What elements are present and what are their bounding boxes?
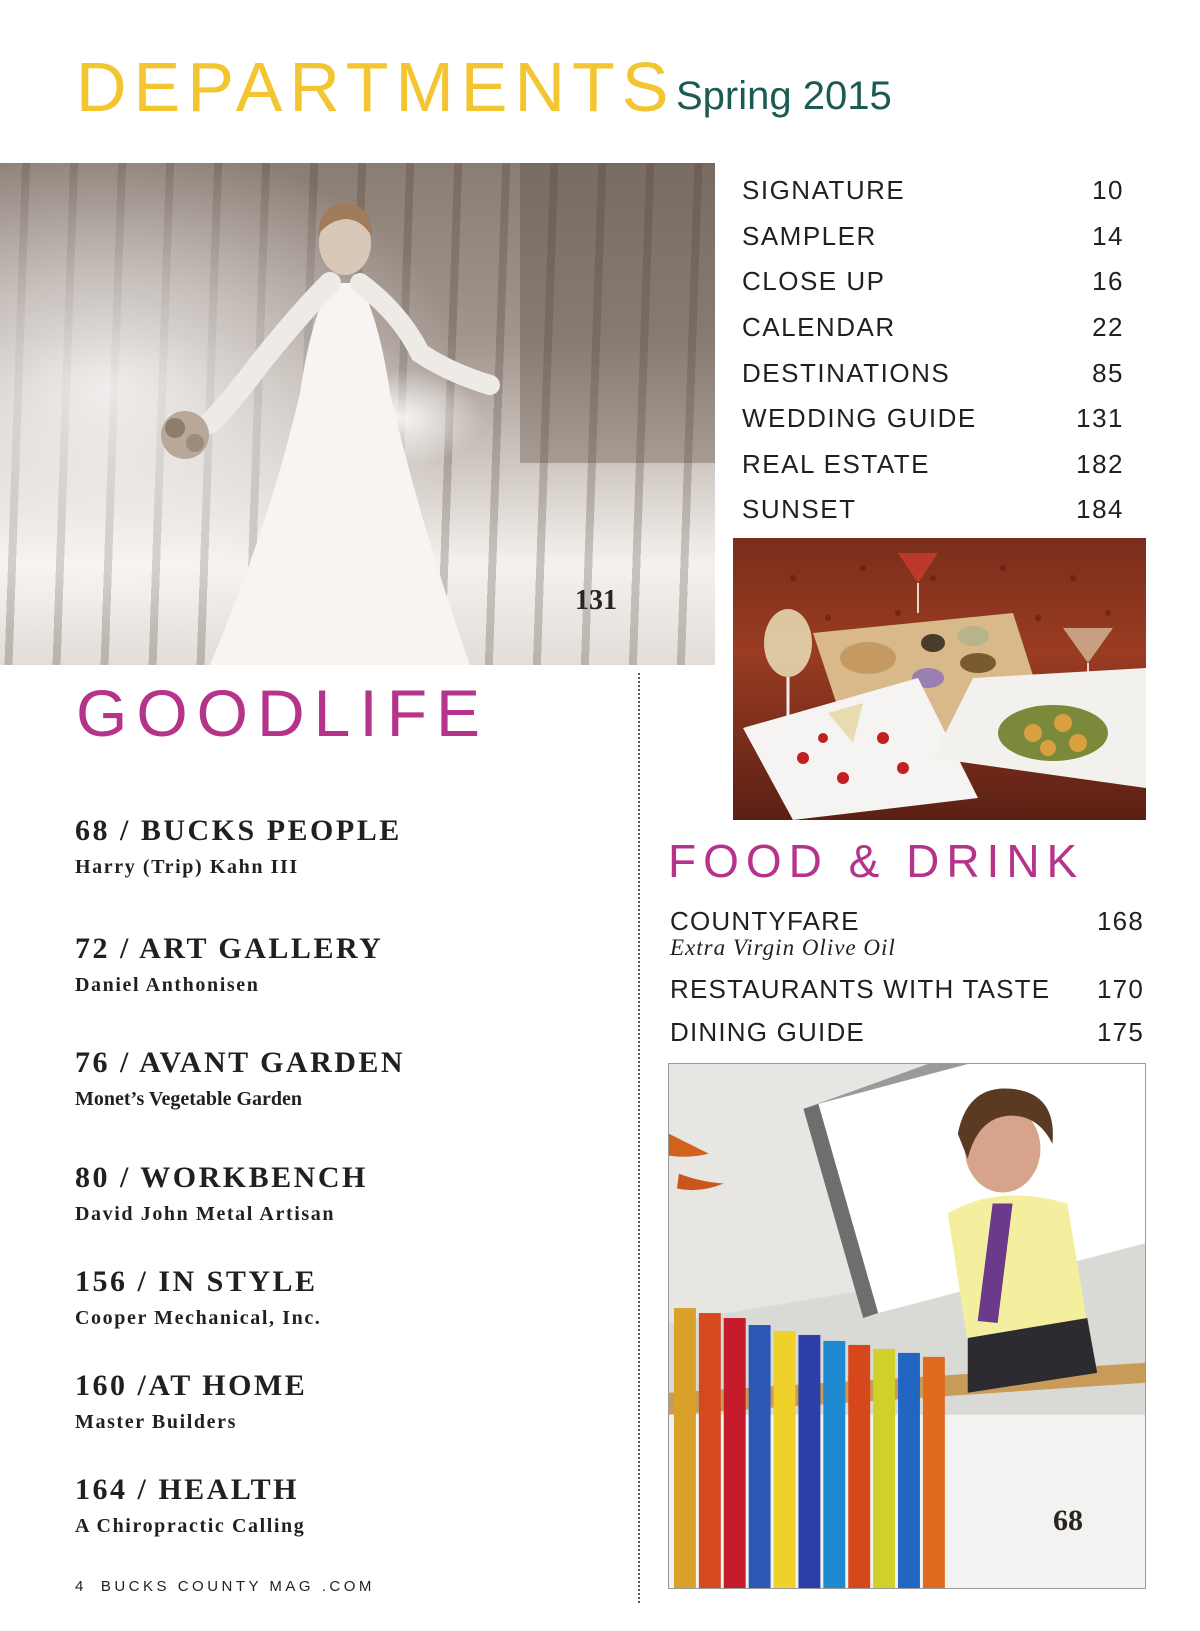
food-drink-label: RESTAURANTS WITH TASTE <box>670 974 1051 1004</box>
man-with-ties-photo <box>668 1063 1146 1589</box>
department-item[interactable] <box>742 259 1124 305</box>
goodlife-item[interactable] <box>75 816 402 879</box>
page-footer <box>75 1578 375 1595</box>
department-page: 184 <box>1076 494 1124 525</box>
goodlife-section-title: GOODLIFE <box>76 676 490 750</box>
department-label: WEDDING GUIDE <box>742 403 977 434</box>
man-photo-page-number: 68 <box>1053 1504 1083 1537</box>
goodlife-item-subtitle: David John Metal Artisan <box>75 1203 336 1225</box>
goodlife-item[interactable] <box>75 1371 307 1434</box>
issue-date: Spring 2015 <box>676 74 892 118</box>
goodlife-item[interactable] <box>75 934 383 997</box>
department-label: REAL ESTATE <box>742 448 930 479</box>
department-item[interactable] <box>742 396 1124 442</box>
department-item[interactable] <box>742 305 1124 351</box>
department-label: CALENDAR <box>742 312 896 343</box>
footer-site[interactable]: BUCKS COUNTY MAG .COM <box>100 1578 375 1595</box>
goodlife-item[interactable] <box>75 1048 405 1111</box>
department-item[interactable] <box>742 442 1124 488</box>
goodlife-item-heading: 156 / IN STYLE <box>75 1265 318 1298</box>
goodlife-item-subtitle: A Chiropractic Calling <box>75 1515 306 1537</box>
food-drink-page: 168 <box>1097 906 1144 936</box>
goodlife-item-subtitle: Monet’s Vegetable Garden <box>75 1088 303 1110</box>
department-item[interactable] <box>742 214 1124 260</box>
department-label: SIGNATURE <box>742 175 906 206</box>
goodlife-item-heading: 80 / WORKBENCH <box>75 1161 368 1194</box>
food-drink-item[interactable] <box>670 976 1144 1002</box>
bride-photo-page-number: 131 <box>575 585 617 616</box>
goodlife-item[interactable] <box>75 1475 305 1538</box>
department-page: 16 <box>1092 266 1124 297</box>
food-drink-page: 175 <box>1097 1017 1144 1047</box>
goodlife-item-heading: 160 /AT HOME <box>75 1369 308 1402</box>
department-page: 182 <box>1076 448 1124 479</box>
department-page: 10 <box>1092 175 1124 206</box>
goodlife-item-heading: 164 / HEALTH <box>75 1473 299 1506</box>
food-drink-label: DINING GUIDE <box>670 1017 865 1047</box>
goodlife-item-subtitle: Cooper Mechanical, Inc. <box>75 1307 322 1329</box>
bride-photo <box>0 163 715 665</box>
food-drink-label: COUNTYFARE <box>670 906 860 936</box>
food-drink-item[interactable] <box>670 908 1144 934</box>
food-drink-item[interactable] <box>670 1019 1144 1045</box>
goodlife-item-subtitle: Daniel Anthonisen <box>75 974 260 996</box>
goodlife-item-heading: 76 / AVANT GARDEN <box>75 1046 406 1079</box>
food-photo <box>733 538 1146 820</box>
food-illustration <box>733 538 1146 820</box>
goodlife-item-heading: 68 / BUCKS PEOPLE <box>75 814 402 847</box>
page-title: DEPARTMENTS <box>76 48 676 126</box>
department-item[interactable] <box>742 350 1124 396</box>
goodlife-item-heading: 72 / ART GALLERY <box>75 932 384 965</box>
goodlife-item[interactable] <box>75 1267 321 1330</box>
goodlife-item[interactable] <box>75 1163 368 1226</box>
department-page: 22 <box>1092 312 1124 343</box>
goodlife-item-subtitle: Master Builders <box>75 1411 237 1433</box>
food-drink-section-title: FOOD & DRINK <box>668 835 1085 887</box>
department-label: CLOSE UP <box>742 266 886 297</box>
departments-list <box>742 168 1124 533</box>
food-drink-subtitle: Extra Virgin Olive Oil <box>670 935 896 960</box>
department-label: SUNSET <box>742 494 857 525</box>
department-item[interactable] <box>742 487 1124 533</box>
page-number: 4 <box>75 1578 87 1595</box>
department-label: SAMPLER <box>742 220 877 251</box>
department-label: DESTINATIONS <box>742 357 951 388</box>
department-page: 85 <box>1092 357 1124 388</box>
food-drink-page: 170 <box>1097 974 1144 1004</box>
goodlife-item-subtitle: Harry (Trip) Kahn III <box>75 856 299 878</box>
column-divider <box>638 673 640 1603</box>
department-page: 14 <box>1092 220 1124 251</box>
department-item[interactable] <box>742 168 1124 214</box>
department-page: 131 <box>1076 403 1124 434</box>
